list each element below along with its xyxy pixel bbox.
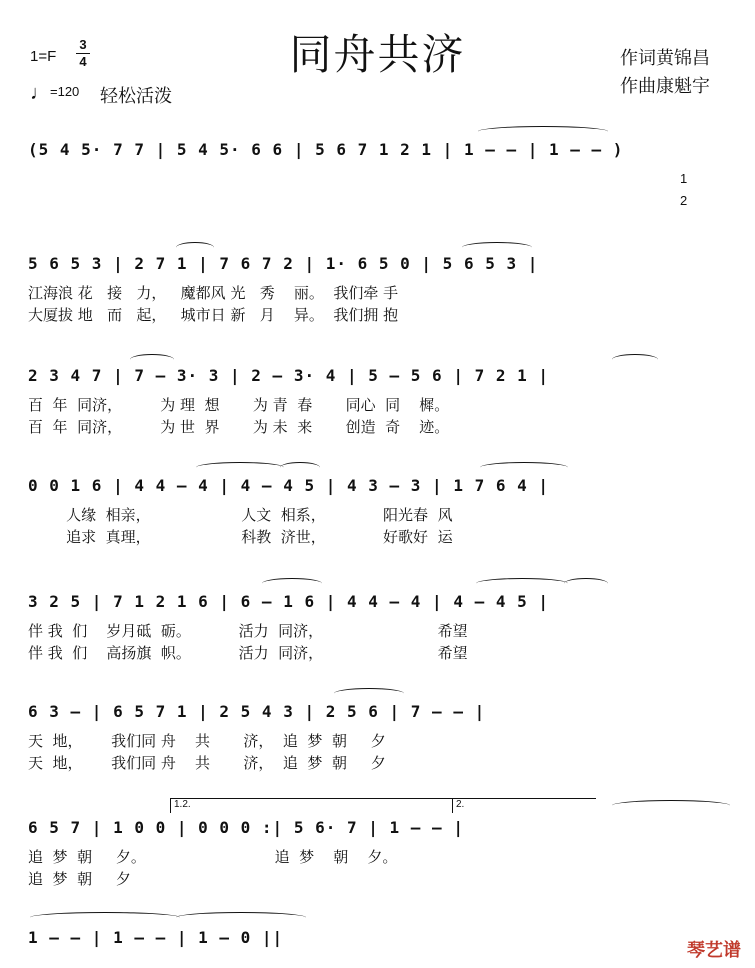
verse-number-1: 1 bbox=[680, 171, 688, 186]
song-title: 同舟共济 bbox=[289, 30, 466, 79]
lyrics-verse2-line-2: 大厦拔 地 而 起， 城市日 新 月 异。 我们拥 抱 bbox=[28, 306, 399, 324]
slur-arc bbox=[130, 354, 174, 365]
lyrics-verse2-line-6: 天 地， 我们同 舟 共 济， 追 梦 朝 夕 bbox=[28, 754, 386, 772]
notes-line-5: 3 2 5 | 7 1 2 1 6 | 6 – 1 6 | 4 4 – 4 | 4 – 4 5 | bbox=[28, 592, 550, 611]
lyrics-verse2-line-7: 追 梦 朝 夕 bbox=[28, 870, 131, 888]
lyrics-verse1-line-2: 江海浪 花 接 力， 魔都风 光 秀 丽。 我们牵 手 bbox=[28, 284, 399, 302]
slur-arc bbox=[334, 688, 404, 699]
site-logo: 琴艺谱 bbox=[687, 940, 741, 960]
lyrics-verse1-line-3: 百 年 同济， 为 理 想 为 青 春 同心 同 樨。 bbox=[28, 396, 450, 414]
key-signature: 1=F bbox=[30, 48, 57, 65]
lyrics-verse2-line-3: 百 年 同济， 为 世 界 为 未 来 创造 奇 迹。 bbox=[28, 418, 450, 436]
tie-arc bbox=[480, 462, 568, 473]
lyrics-verse1-line-5: 伴 我 们 岁月砥 砺。 活力 同济， 希望 bbox=[28, 622, 468, 640]
notes-line-4: 0 0 1 6 | 4 4 – 4 | 4 – 4 5 | 4 3 – 3 | 1 7 6 4 | bbox=[28, 476, 550, 495]
ending-bracket-2: 2. bbox=[452, 798, 596, 813]
tie-arc bbox=[30, 912, 180, 923]
tempo-marking bbox=[30, 82, 79, 105]
verse-numbers bbox=[680, 168, 687, 212]
quarter-note-icon: ♩ bbox=[30, 82, 50, 104]
lyrics-verse2-line-5: 伴 我 们 高扬旗 帜。 活力 同济， 希望 bbox=[28, 644, 468, 662]
tempo-value: =120 bbox=[50, 84, 80, 99]
notes-line-8: 1 – – | 1 – – | 1 – 0 || bbox=[28, 928, 284, 947]
time-signature bbox=[76, 38, 90, 69]
notes-line-7: 6 5 7 | 1 0 0 | 0 0 0 :| 5 6· 7 | 1 – – | bbox=[28, 818, 464, 837]
ending-bracket-1: 1.2. bbox=[170, 798, 452, 813]
tie-arc bbox=[478, 126, 608, 137]
lyrics-verse2-line-4: 追求 真理， 科教 济世， 好歌好 运 bbox=[28, 528, 453, 546]
lyricist-credit: 作词黄锦昌 bbox=[620, 48, 710, 68]
verse-number-2: 2 bbox=[680, 193, 688, 208]
tie-arc bbox=[476, 578, 568, 589]
style-marking: 轻松活泼 bbox=[100, 86, 172, 106]
tie-arc bbox=[564, 578, 608, 589]
time-top: 3 bbox=[79, 37, 87, 52]
lyrics-verse1-line-6: 天 地， 我们同 舟 共 济， 追 梦 朝 夕 bbox=[28, 732, 386, 750]
composer-credit: 作曲康魁宇 bbox=[620, 76, 710, 96]
slur-arc bbox=[262, 578, 322, 589]
tie-arc bbox=[176, 912, 306, 923]
lyrics-verse1-line-4: 人缘 相亲， 人文 相系， 阳光春 风 bbox=[28, 506, 453, 524]
notes-line-2: 5 6 5 3 | 2 7 1 | 7 6 7 2 | 1· 6 5 0 | 5 6 5 3 | bbox=[28, 254, 539, 273]
tie-arc bbox=[196, 462, 284, 473]
tie-arc bbox=[612, 800, 730, 811]
slur-arc bbox=[176, 242, 214, 253]
slur-arc bbox=[612, 354, 658, 365]
tie-arc bbox=[462, 242, 532, 253]
notes-line-6: 6 3 – | 6 5 7 1 | 2 5 4 3 | 2 5 6 | 7 – – | bbox=[28, 702, 486, 721]
notes-line-1: (5 4 5· 7 7 | 5 4 5· 6 6 | 5 6 7 1 2 1 | 1 – – | 1 – – ) bbox=[28, 140, 624, 159]
tie-arc bbox=[280, 462, 320, 473]
time-bottom: 4 bbox=[79, 54, 87, 69]
lyrics-verse1-line-7: 追 梦 朝 夕。 追 梦 朝 夕。 bbox=[28, 848, 398, 866]
notes-line-3: 2 3 4 7 | 7 – 3· 3 | 2 – 3· 4 | 5 – 5 6 | 7 2 1 | bbox=[28, 366, 550, 385]
